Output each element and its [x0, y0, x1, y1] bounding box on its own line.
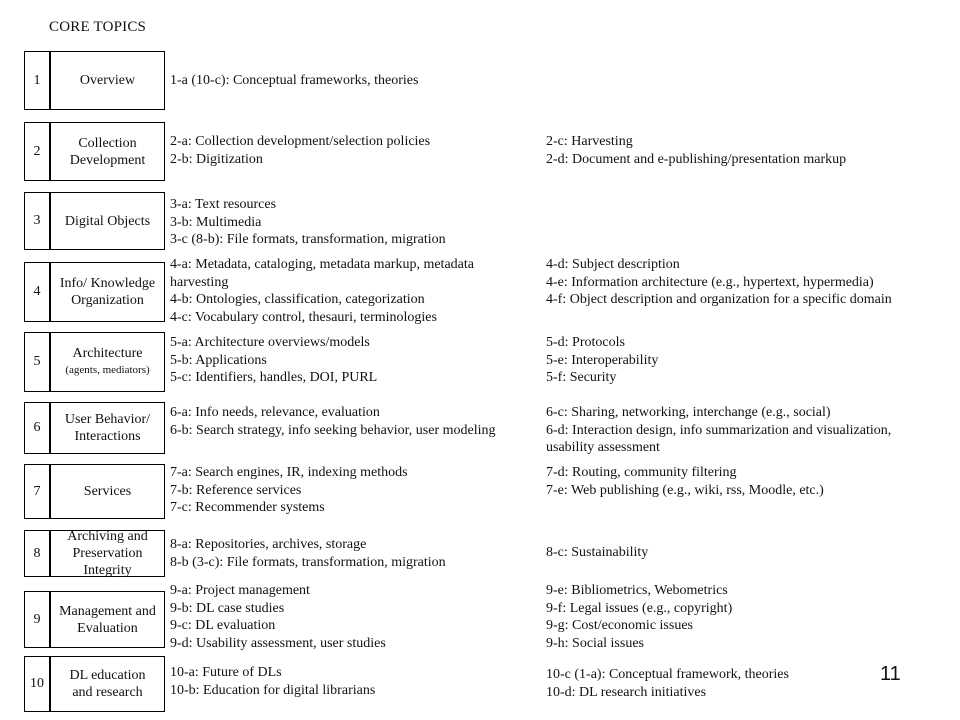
subtopic-item: 4-a: Metadata, cataloging, metadata markup, metadata [170, 257, 474, 272]
subtopic-item: 2-b: Digitization [170, 151, 263, 167]
subtopic-item: 4-b: Ontologies, classification, categorization [170, 292, 425, 307]
subtopic-item: 2-a: Collection development/selection policies [170, 134, 431, 149]
topic-label: Digital Objects [64, 213, 151, 229]
subtopic-item: 10-b: Education for digital librarians [170, 682, 376, 698]
subtopics-left [170, 464, 408, 517]
subtopic-item: 2-c: Harvesting [546, 134, 633, 149]
subtopic-item: 5-b: Applications [170, 352, 267, 368]
topic-label: Services [83, 484, 132, 499]
topic-label: Info/ Knowledge [59, 276, 156, 291]
subtopic-item: 6-a: Info needs, relevance, evaluation [170, 405, 380, 420]
subtopics-right [546, 666, 789, 701]
subtopic-item: 9-h: Social issues [546, 635, 644, 651]
topic-label: Development [69, 152, 146, 168]
subtopic-item: 7-a: Search engines, IR, indexing methods [170, 465, 408, 480]
topic-label: Organization [71, 293, 144, 308]
subtopic-item: 6-b: Search strategy, info seeking behavior, user modeling [170, 422, 496, 438]
subtopic-item: 10-d: DL research initiatives [546, 684, 707, 700]
topic-label: Management and [59, 603, 156, 619]
subtopics-left [170, 196, 446, 249]
subtopic-item: 9-b: DL case studies [170, 600, 285, 616]
topic-number: 10 [24, 656, 50, 712]
topic-label: Interactions [74, 429, 141, 444]
topic-label: DL education [69, 668, 146, 683]
subtopics-right [546, 133, 846, 168]
page-title: CORE TOPICS [49, 19, 147, 35]
subtopics-left [170, 582, 386, 652]
topic-number: 9 [24, 591, 50, 648]
topic-label: Preservation [72, 546, 143, 561]
topic-label: Architecture [72, 346, 143, 361]
topic-number: 2 [24, 122, 50, 181]
subtopics-right [546, 464, 824, 499]
subtopic-item: harvesting [170, 274, 229, 290]
subtopic-item: 7-d: Routing, community filtering [546, 465, 737, 480]
subtopic-item: 4-c: Vocabulary control, thesauri, terminologies [170, 309, 437, 325]
subtopic-item: 4-d: Subject description [546, 257, 680, 272]
subtopics-right [546, 404, 891, 457]
subtopics-right [546, 582, 732, 652]
subtopics-right [546, 256, 892, 309]
subtopic-item: 9-a: Project management [170, 583, 310, 598]
topic-label-box [50, 530, 165, 577]
subtopic-item: 3-c (8-b): File formats, transformation, migration [170, 232, 446, 247]
subtopic-item: 1-a (10-c): Conceptual frameworks, theories [170, 73, 419, 88]
subtopic-item: 7-c: Recommender systems [170, 500, 325, 515]
subtopic-item: usability assessment [546, 440, 660, 455]
topic-label-box [50, 402, 165, 454]
topic-number: 1 [24, 51, 50, 110]
topic-label-box [50, 591, 165, 648]
topic-label-box [50, 262, 165, 322]
subtopic-item: 9-f: Legal issues (e.g., copyright) [546, 600, 733, 616]
topic-label-box [50, 464, 165, 519]
subtopic-item: 5-f: Security [546, 370, 617, 385]
subtopics-right [546, 334, 658, 387]
subtopics-left [170, 72, 418, 90]
subtopic-item: 6-c: Sharing, networking, interchange (e.g., social) [546, 405, 831, 420]
topic-label-box [50, 51, 165, 110]
subtopic-item: 8-a: Repositories, archives, storage [170, 537, 367, 552]
subtopic-item: 2-d: Document and e-publishing/presentation markup [546, 151, 847, 167]
subtopic-item: 3-a: Text resources [170, 197, 277, 212]
subtopic-item: 8-c: Sustainability [546, 545, 649, 560]
topic-label-box [50, 192, 165, 250]
subtopic-item: 8-b (3-c): File formats, transformation, migration [170, 554, 446, 570]
subtopic-item: 10-a: Future of DLs [170, 665, 282, 680]
subtopic-item: 5-d: Protocols [546, 335, 625, 350]
subtopics-left [170, 334, 377, 387]
subtopics-right [546, 544, 648, 562]
subtopic-item: 4-e: Information architecture (e.g., hypertext, hypermedia) [546, 274, 874, 290]
page-number: 11 [880, 663, 901, 685]
subtopic-item: 9-g: Cost/economic issues [546, 618, 693, 633]
subtopics-left [170, 664, 375, 699]
subtopics-left [170, 404, 496, 439]
subtopic-item: 5-c: Identifiers, handles, DOI, PURL [170, 370, 378, 385]
subtopics-left [170, 536, 446, 571]
subtopic-item: 6-d: Interaction design, info summarization and visualization, [546, 422, 892, 438]
topic-number: 8 [24, 530, 50, 577]
subtopic-item: 7-e: Web publishing (e.g., wiki, rss, Moodle, etc.) [546, 482, 824, 498]
subtopics-left [170, 133, 430, 168]
topic-label: Overview [79, 73, 136, 88]
subtopic-item: 10-c (1-a): Conceptual framework, theories [546, 667, 789, 682]
subtopic-item: 7-b: Reference services [170, 482, 302, 498]
topic-label-box [50, 656, 165, 712]
topic-label: and research [72, 685, 143, 700]
topic-label: (agents, mediators) [65, 364, 150, 376]
subtopic-item: 5-e: Interoperability [546, 352, 659, 368]
topic-label-box [50, 332, 165, 392]
subtopic-item: 5-a: Architecture overviews/models [170, 335, 370, 350]
topic-label: Archiving and [67, 529, 148, 544]
topic-number: 5 [24, 332, 50, 392]
subtopic-item: 3-b: Multimedia [170, 214, 262, 230]
subtopic-item: 9-d: Usability assessment, user studies [170, 635, 386, 651]
topic-number: 7 [24, 464, 50, 519]
topic-label: Collection [78, 135, 137, 151]
topic-label: Integrity [83, 563, 132, 578]
subtopic-item: 9-e: Bibliometrics, Webometrics [546, 583, 728, 598]
topic-number: 4 [24, 262, 50, 322]
topic-label: User Behavior/ [64, 412, 151, 427]
topic-label: Evaluation [77, 620, 138, 636]
subtopic-item: 4-f: Object description and organization for a specific domain [546, 292, 892, 307]
subtopics-left [170, 256, 474, 326]
subtopic-item: 9-c: DL evaluation [170, 618, 276, 633]
topic-number: 3 [24, 192, 50, 250]
topic-label-box [50, 122, 165, 181]
topic-number: 6 [24, 402, 50, 454]
